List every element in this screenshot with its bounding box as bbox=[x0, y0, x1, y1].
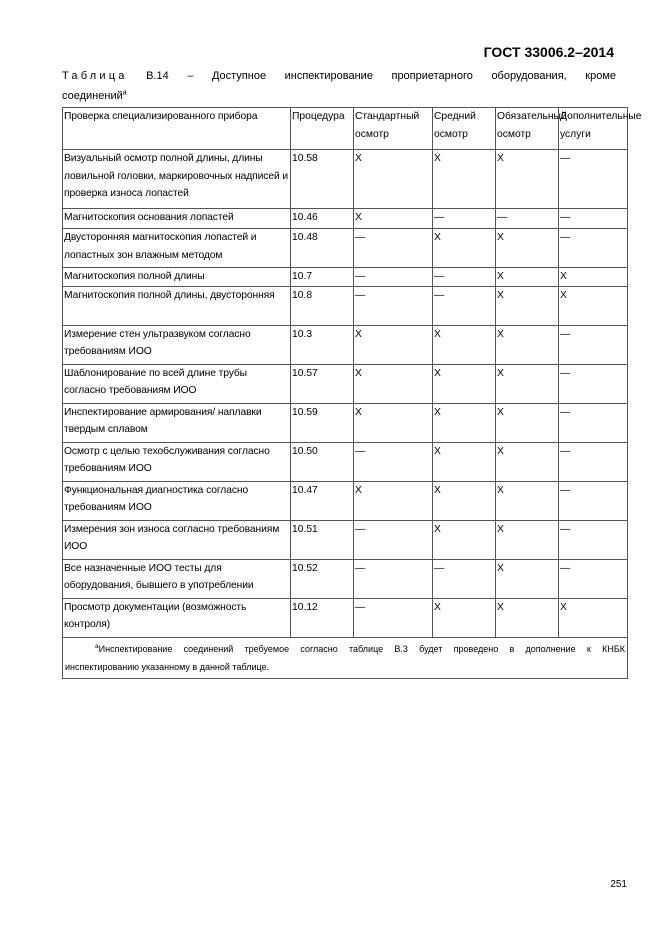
table-row bbox=[63, 403, 628, 442]
footnote-mark: а bbox=[95, 642, 99, 650]
table-cell: X bbox=[433, 325, 496, 364]
table-caption bbox=[62, 66, 616, 106]
document-code: ГОСТ 33006.2–2014 bbox=[483, 44, 614, 60]
table-cell: X bbox=[496, 268, 559, 287]
table-cell: 10.59 bbox=[291, 403, 354, 442]
caption-label: Таблица bbox=[62, 70, 128, 82]
caption-footnote-mark: а bbox=[122, 89, 127, 97]
table-cell: Магнитоскопия полной длины, двусторонняя bbox=[63, 286, 291, 325]
table-cell: X bbox=[433, 442, 496, 481]
table-cell: X bbox=[496, 403, 559, 442]
table-row bbox=[63, 598, 628, 637]
table-cell: — bbox=[559, 209, 628, 229]
table-cell: — bbox=[433, 209, 496, 229]
table-cell: 10.12 bbox=[291, 598, 354, 637]
table-cell: X bbox=[354, 150, 433, 209]
table-cell: — bbox=[354, 520, 433, 559]
header-cell: Проверка специализированного прибора bbox=[63, 108, 291, 150]
header-cell: Средний осмотр bbox=[433, 108, 496, 150]
table-cell: X bbox=[496, 442, 559, 481]
table-cell: 10.51 bbox=[291, 520, 354, 559]
table-cell: — bbox=[559, 481, 628, 520]
table-cell: Инспектирование армирования/ наплавки твердым сплавом bbox=[63, 403, 291, 442]
table-cell: X bbox=[496, 325, 559, 364]
table-cell: Измерение стен ультразвуком согласно требованиям ИОО bbox=[63, 325, 291, 364]
table-cell: — bbox=[559, 229, 628, 268]
table-cell: Функциональная диагностика согласно требованиям ИОО bbox=[63, 481, 291, 520]
table-cell: — bbox=[354, 229, 433, 268]
table-cell: X bbox=[496, 286, 559, 325]
table-cell: X bbox=[559, 268, 628, 287]
table-cell: X bbox=[354, 481, 433, 520]
table-cell: X bbox=[559, 286, 628, 325]
table-row bbox=[63, 442, 628, 481]
table-cell: Все назначенные ИОО тесты для оборудования, бывшего в употреблении bbox=[63, 559, 291, 598]
footnote-row bbox=[63, 637, 628, 678]
inspection-table bbox=[62, 107, 642, 679]
table-cell: — bbox=[433, 286, 496, 325]
caption-word: Доступное bbox=[211, 70, 267, 82]
table-cell: 10.3 bbox=[291, 325, 354, 364]
caption-word: кроме bbox=[585, 70, 616, 82]
table-cell: X bbox=[496, 229, 559, 268]
table-cell: X bbox=[496, 150, 559, 209]
table-cell: 10.46 bbox=[291, 209, 354, 229]
table-cell: — bbox=[559, 520, 628, 559]
table-cell: X bbox=[433, 229, 496, 268]
table-row bbox=[63, 286, 628, 325]
table-cell: X bbox=[354, 364, 433, 403]
table-cell: — bbox=[496, 209, 559, 229]
table-cell: X bbox=[433, 598, 496, 637]
table-cell: Измерения зон износа согласно требованиям ИОО bbox=[63, 520, 291, 559]
caption-dash: – bbox=[187, 70, 194, 82]
table-row bbox=[63, 268, 628, 287]
table-cell: X bbox=[433, 364, 496, 403]
table-cell: X bbox=[496, 559, 559, 598]
table-cell: — bbox=[433, 268, 496, 287]
table-cell: X bbox=[496, 364, 559, 403]
table-row bbox=[63, 209, 628, 229]
table-header-row bbox=[63, 108, 628, 150]
table-cell: X bbox=[496, 598, 559, 637]
table-cell: 10.47 bbox=[291, 481, 354, 520]
table-cell: X bbox=[559, 598, 628, 637]
table-cell: X bbox=[354, 325, 433, 364]
table-row bbox=[63, 481, 628, 520]
table-cell: — bbox=[559, 442, 628, 481]
table-cell: — bbox=[433, 559, 496, 598]
page-number: 251 bbox=[610, 879, 627, 890]
footnote-text: Инспектирование соединений требуемое согласно таблице В.3 будет проведено в дополнение к КНБК bbox=[98, 643, 625, 654]
table-cell: X bbox=[354, 403, 433, 442]
table-cell: Двусторонняя магнитоскопия лопастей и лопастных зон влажным методом bbox=[63, 229, 291, 268]
caption-word: оборудования, bbox=[491, 70, 567, 82]
table-row bbox=[63, 325, 628, 364]
table-cell: 10.57 bbox=[291, 364, 354, 403]
table-cell: — bbox=[354, 559, 433, 598]
table-cell: 10.7 bbox=[291, 268, 354, 287]
table-cell: Магнитоскопия полной длины bbox=[63, 268, 291, 287]
table-cell: Визуальный осмотр полной длины, длины ловильной головки, маркировочных надписей и проверка износа лопастей bbox=[63, 150, 291, 209]
caption-number: В.14 bbox=[146, 70, 169, 82]
table-cell: 10.58 bbox=[291, 150, 354, 209]
table-cell: 10.48 bbox=[291, 229, 354, 268]
table-cell: X bbox=[496, 520, 559, 559]
table-row bbox=[63, 364, 628, 403]
table-cell: X bbox=[496, 481, 559, 520]
table-cell: — bbox=[559, 403, 628, 442]
footnote-text: инспектированию указанному в данной таблице. bbox=[65, 661, 270, 672]
table-cell: X bbox=[354, 209, 433, 229]
caption-word: проприетарного bbox=[391, 70, 473, 82]
table-cell: 10.50 bbox=[291, 442, 354, 481]
header-cell: Процедура bbox=[291, 108, 354, 150]
table-cell: Осмотр с целью техобслуживания согласно требованиям ИОО bbox=[63, 442, 291, 481]
header-cell: Дополнительные услуги bbox=[559, 108, 628, 150]
table-cell: X bbox=[433, 403, 496, 442]
table-cell: — bbox=[354, 286, 433, 325]
table-cell: — bbox=[559, 325, 628, 364]
table-row bbox=[63, 150, 628, 209]
table-row bbox=[63, 520, 628, 559]
table-cell: X bbox=[433, 520, 496, 559]
table-cell: Просмотр документации (возможность контроля) bbox=[63, 598, 291, 637]
table-footnote bbox=[63, 637, 628, 678]
table-cell: X bbox=[433, 150, 496, 209]
table-cell: 10.52 bbox=[291, 559, 354, 598]
table-cell: Шаблонирование по всей длине трубы согласно требованиям ИОО bbox=[63, 364, 291, 403]
table-cell: — bbox=[354, 268, 433, 287]
table-cell: — bbox=[559, 559, 628, 598]
table-row bbox=[63, 229, 628, 268]
table-cell: — bbox=[559, 150, 628, 209]
table-cell: — bbox=[354, 598, 433, 637]
table-cell: Магнитоскопия основания лопастей bbox=[63, 209, 291, 229]
caption-word: инспектирование bbox=[284, 70, 373, 82]
header-cell: Обязательный осмотр bbox=[496, 108, 559, 150]
header-cell: Стандартный осмотр bbox=[354, 108, 433, 150]
table-cell: — bbox=[559, 364, 628, 403]
table-cell: X bbox=[433, 481, 496, 520]
table-row bbox=[63, 559, 628, 598]
table-cell: 10.8 bbox=[291, 286, 354, 325]
table-cell: — bbox=[354, 442, 433, 481]
caption-line2: соединений bbox=[62, 90, 123, 102]
